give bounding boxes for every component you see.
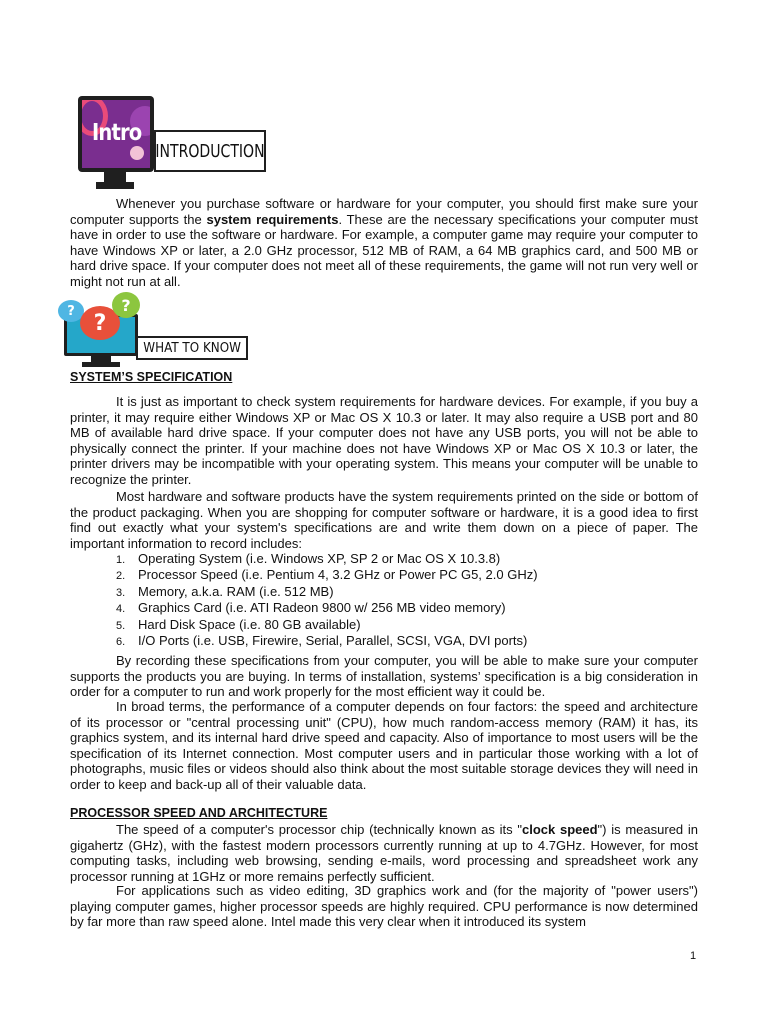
what-to-know-label-box [136,336,248,360]
system-specification-heading: SYSTEM’S SPECIFICATION [70,370,233,384]
system-specification-paragraph-2: Most hardware and software products have the system requirements printed on the side or bottom of the product packaging. When you are shopping for computer software or hardware, it is a good idea to first find out exactly what your system's specifications are and write them down on a piece of paper. The important information to record includes: [70,489,698,551]
processor-speed-paragraph-1 [70,822,698,884]
list-item: 4. Graphics Card (i.e. ATI Radeon 9800 w/ 256 MB video memory) [116,600,506,616]
system-specification-paragraph-3: By recording these specifications from your computer, you will be able to make sure your computer supports the products you are buying. In terms of installation, systems’ specification is a big consideration in order for a computer to run and work properly for the most efficient way it could be. [70,653,698,699]
list-item: 2. Processor Speed (i.e. Pentium 4, 3.2 GHz or Power PC G5, 2.0 GHz) [116,567,538,583]
introduction-label: INTRODUCTION [155,140,265,162]
intro-paragraph [70,196,698,289]
list-item: 1. Operating System (i.e. Windows XP, SP 2 or Mac OS X 10.3.8) [116,551,501,566]
clock-speed-text-start: The speed of a computer's processor chip (technically known as its " [116,822,522,837]
intro-screen-text: Intro [92,120,142,146]
clock-speed-text-end: ") is measured in gigahertz (GHz), with the fastest modern processors currently running at up to 4.7GHz. However, for most computing tasks, including web browsing, sending e-mails, word processing and spreadsheet work any processor running at 1GHz or more remains perfectly sufficient. [70,822,699,884]
processor-speed-heading: PROCESSOR SPEED AND ARCHITECTURE [70,806,328,820]
system-specification-paragraph-4: In broad terms, the performance of a computer depends on four factors: the speed and architecture of its processor or "central processing unit" (CPU), how much random-access memory (RAM) it has, its graphics system, and its internal hard drive speed and capacity. Also of importance to most users will be the specification of its Internet connection. Most computer users and in particular those working with a lot of photographs, music files or videos should also think about the most suitable storage devices they will need in order to keep and back-up all of their valuable data. [70,699,698,792]
what-to-know-banner [58,292,254,368]
page-number: 1 [690,950,697,962]
spec-list [116,551,676,649]
system-specification-paragraph-1: It is just as important to check system requirements for hardware devices. For example, if you buy a printer, it may require either Windows XP or Mac OS X 10.3 or later. It may also require a USB port and 80 MB of available hard drive space. If your computer does not have any USB ports, you will not be able to physically connect the printer. If your machine does not have Windows XP or Mac OS X 10.3 or later, the printer drivers may be incompatible with your operating system. This means your computer will be unable to recognize the printer. [70,394,698,487]
intro-text-start: Whenever you purchase software or hardware for your computer, you should first make sure your computer supports the [70,196,698,227]
introduction-banner [72,94,272,192]
question-bubble-icon: ? [58,300,84,322]
intro-monitor-icon [78,96,154,172]
question-bubble-icon: ? [112,292,140,318]
intro-screen [82,100,150,168]
what-to-know-label: WHAT TO KNOW [143,340,241,356]
processor-speed-paragraph-2: For applications such as video editing, 3D graphics work and (for the majority of "power users") playing computer games, higher processor speeds are highly required. CPU performance is now determined by far more than raw speed alone. Intel made this very clear when it introduced its system [70,883,698,929]
question-bubble-icon: ? [80,306,120,340]
list-item: 5. Hard Disk Space (i.e. 80 GB available) [116,616,361,632]
list-item: 3. Memory, a.k.a. RAM (i.e. 512 MB) [116,583,334,599]
introduction-label-box [154,130,266,172]
list-item: 6. I/O Ports (i.e. USB, Firewire, Serial, Parallel, SCSI, VGA, DVI ports) [116,632,528,648]
clock-speed-term: clock speed [522,822,598,837]
intro-text-end: . These are the necessary specifications your computer must have in order to use the software or hardware. For example, a computer game may require your computer to have Windows XP or later, a 2.0 GHz processor, 512 MB of RAM, a 64 MB graphics card, and 500 MB or hard drive space. If your computer does not meet all of these requirements, the game will not run very well or might not run at all. [70,211,699,289]
system-requirements-term: system requirements [206,211,339,227]
